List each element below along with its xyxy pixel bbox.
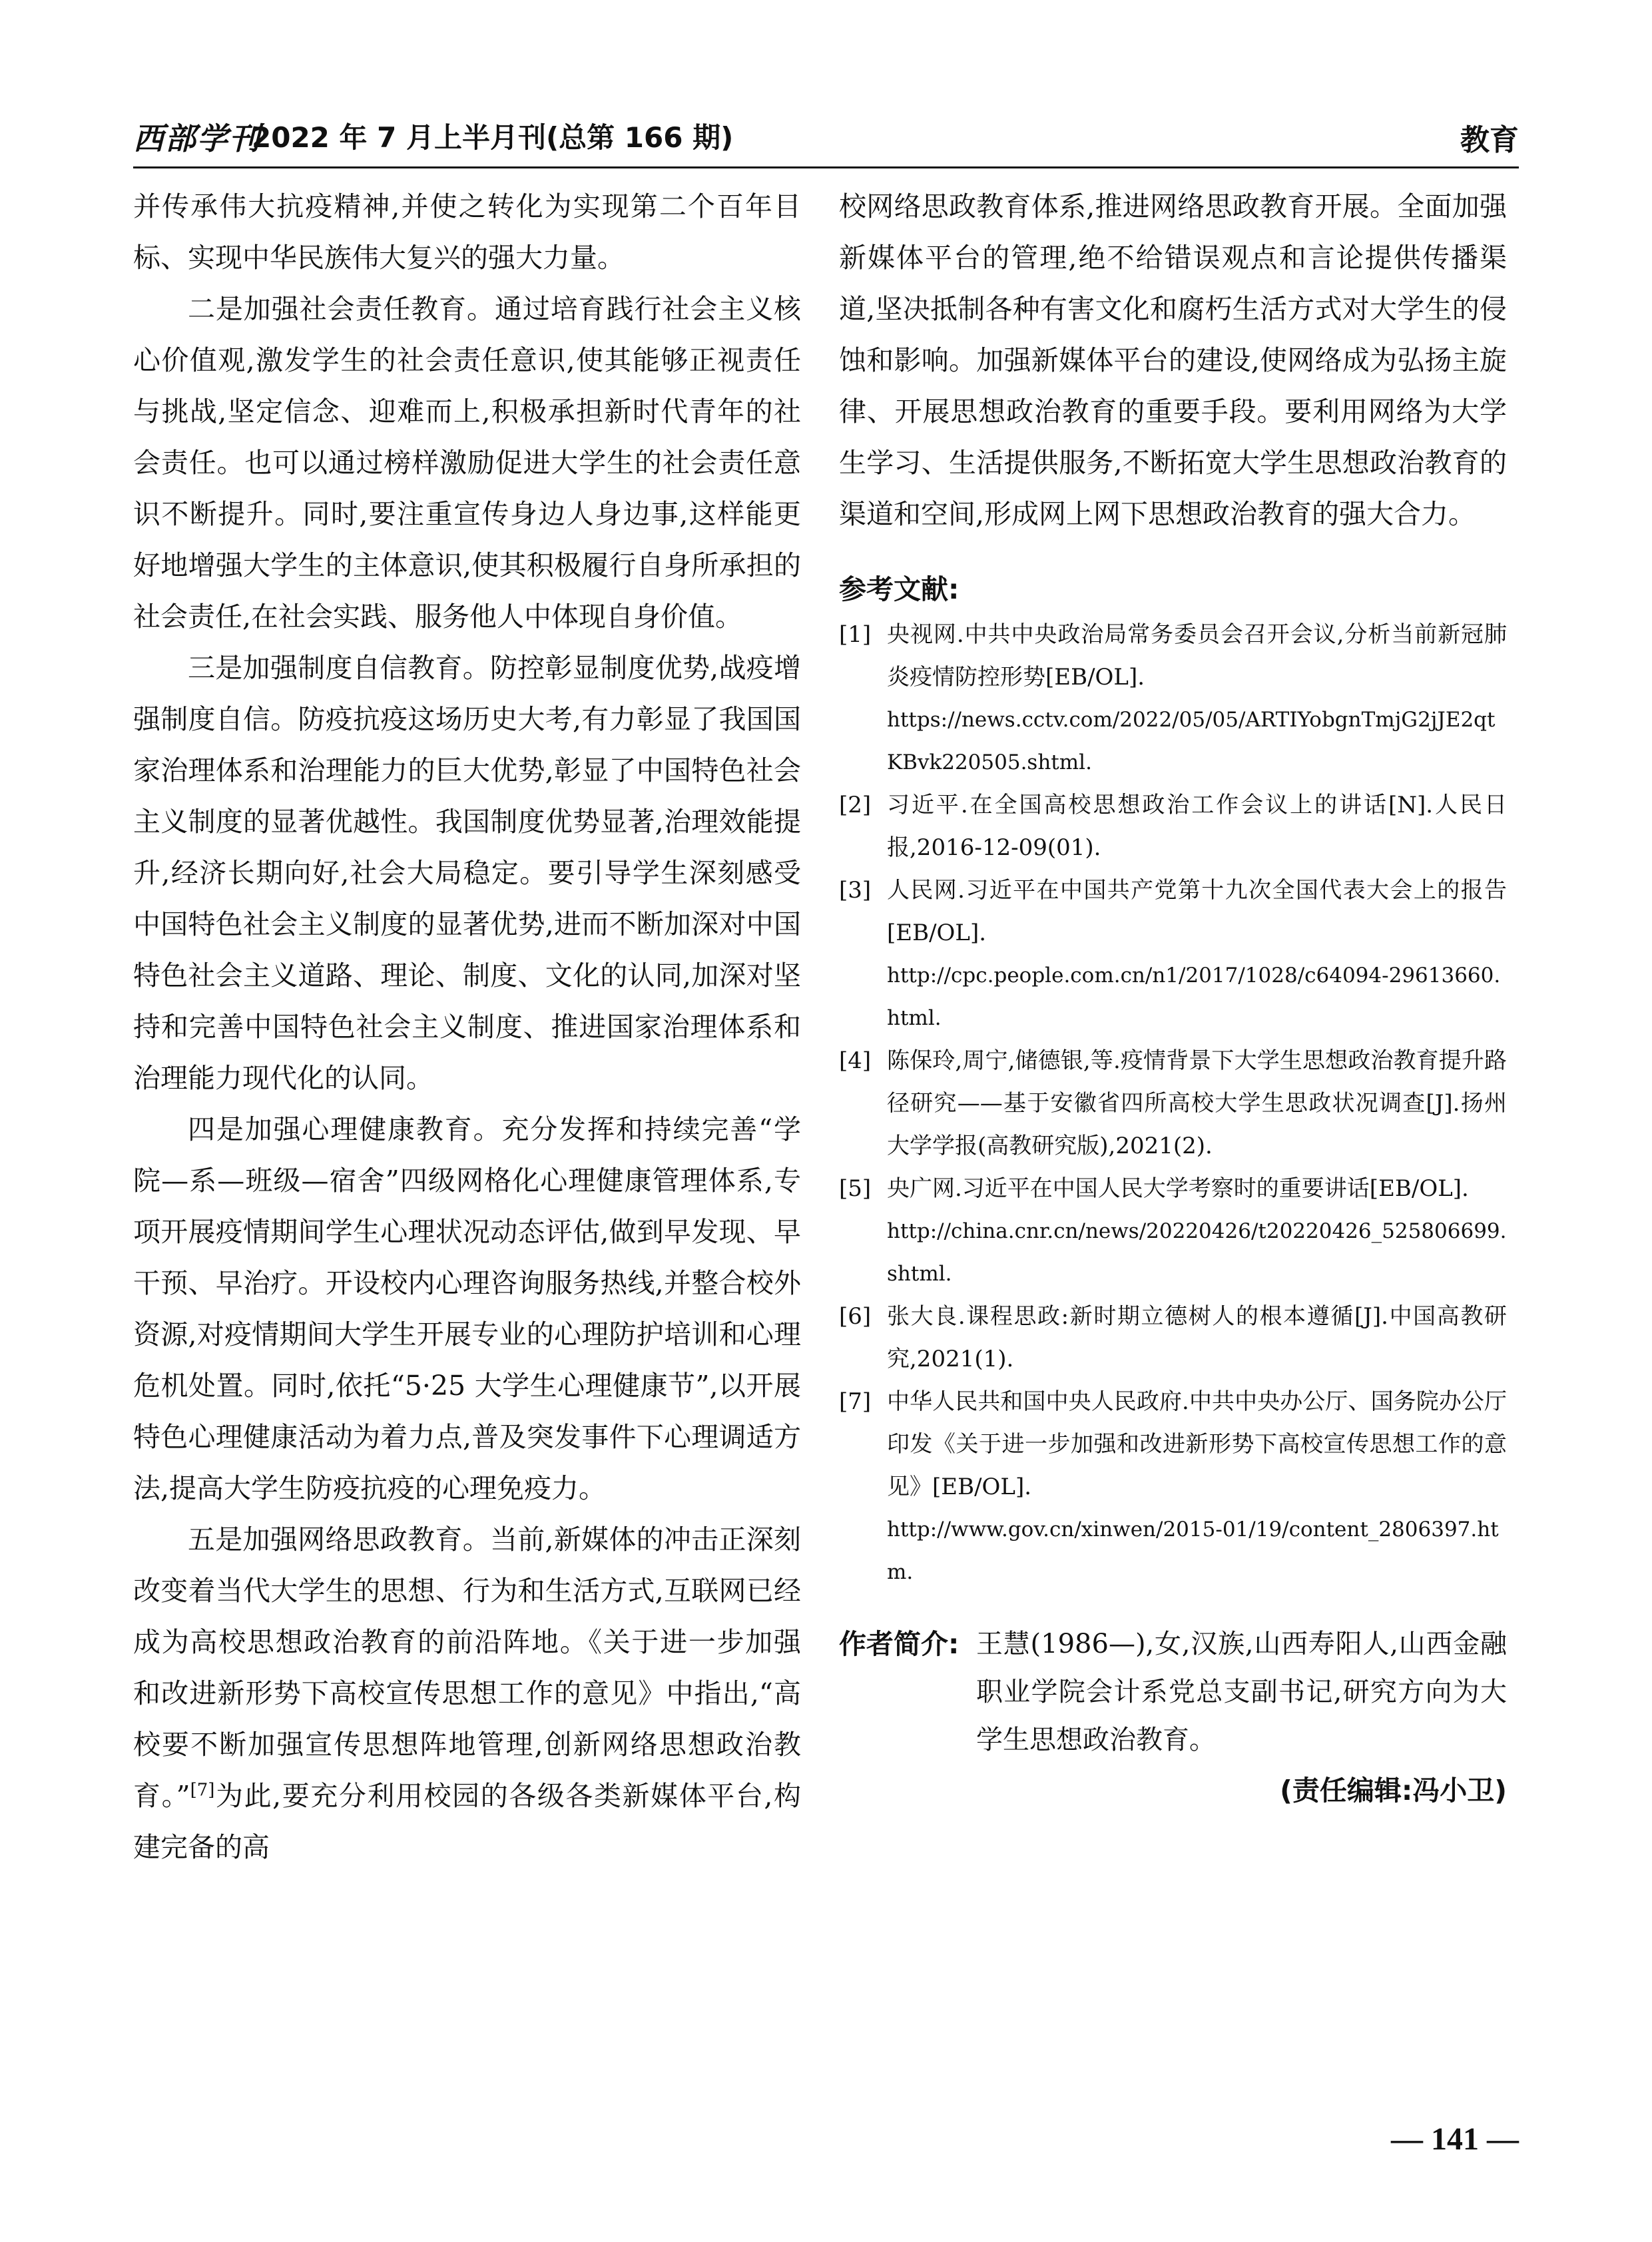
reference-url[interactable]: http://www.gov.cn/xinwen/2015-01/19/content_2806397.htm. bbox=[887, 1518, 1499, 1584]
reference-item bbox=[839, 784, 1507, 869]
reference-number: [3] bbox=[839, 877, 872, 904]
reference-item bbox=[839, 869, 1507, 1039]
reference-item bbox=[839, 1167, 1507, 1295]
paragraph bbox=[133, 1514, 801, 1873]
paragraph: 校网络思政教育体系,推进网络思政教育开展。全面加强新媒体平台的管理,绝不给错误观点和言论提供传播渠道,坚决抵制各种有害文化和腐朽生活方式对大学生的侵蚀和影响。加强新媒体平台的建设,使网络成为弘扬主旋律、开展思想政治教育的重要手段。要利用网络为大学生学习、生活提供服务,不断拓宽大学生思想政治教育的渠道和空间,形成网上网下思想政治教育的强大合力。 bbox=[839, 190, 1507, 530]
issue-info: 2022 年 7 月上半月刊(总第 166 期) bbox=[252, 121, 734, 154]
header-rule bbox=[133, 166, 1519, 168]
reference-text: 陈保玲,周宁,储德银,等.疫情背景下大学生思想政治教育提升路径研究——基于安徽省四所高校大学生思政状况调查[J].扬州大学学报(高教研究版),2021(2). bbox=[887, 1047, 1507, 1159]
references-title: 参考文献: bbox=[839, 573, 960, 605]
author-text: 王慧(1986—),女,汉族,山西寿阳人,山西金融职业学院会计系党总支副书记,研究方向为大学生思想政治教育。 bbox=[976, 1629, 1507, 1755]
reference-text: 央视网.中共中央政治局常务委员会召开会议,分析当前新冠肺炎疫情防控形势[EB/OL]. bbox=[887, 621, 1507, 691]
citation-mark: [7] bbox=[190, 1780, 215, 1801]
reference-url[interactable]: http://cpc.people.com.cn/n1/2017/1028/c64094-29613660.html. bbox=[887, 964, 1501, 1030]
references-list bbox=[839, 613, 1507, 1593]
reference-number: [7] bbox=[839, 1388, 872, 1415]
reference-number: [5] bbox=[839, 1175, 872, 1202]
reference-url[interactable]: https://news.cctv.com/2022/05/05/ARTIYobgnTmjG2jJE2qtKBvk220505.shtml. bbox=[887, 708, 1496, 774]
reference-number: [2] bbox=[839, 792, 872, 818]
reference-text: 张大良.课程思政:新时期立德树人的根本遵循[J].中国高教研究,2021(1). bbox=[887, 1303, 1507, 1372]
reference-text: 中华人民共和国中央人民政府.中共中央办公厅、国务院办公厅印发《关于进一步加强和改进新形势下高校宣传思想工作的意见》[EB/OL]. bbox=[887, 1388, 1507, 1500]
running-header bbox=[133, 113, 1519, 163]
paragraph: 四是加强心理健康教育。充分发挥和持续完善“学院—系—班级—宿舍”四级网格化心理健康管理体系,专项开展疫情期间学生心理状况动态评估,做到早发现、早干预、早治疗。开设校内心理咨询服务热线,并整合校外资源,对疫情期间大学生开展专业的心理防护培训和心理危机处置。同时,依托“5·25 大学生心理健康节”,以开展特色心理健康活动为着力点,普及突发事件下心理调适方法,提高大学生防疫抗疫的心理免疫力。 bbox=[133, 1113, 801, 1504]
paragraph-text: 为此,要充分利用校园的各级各类新媒体平台,构建完备的高 bbox=[133, 1780, 801, 1863]
journal-logo: 西部学刊 bbox=[133, 121, 261, 156]
paragraph: 并传承伟大抗疫精神,并使之转化为实现第二个百年目标、实现中华民族伟大复兴的强大力量。 bbox=[133, 190, 801, 274]
reference-item bbox=[839, 1380, 1507, 1593]
page-number: — 141 — bbox=[1391, 2121, 1519, 2157]
author-bio bbox=[839, 1620, 1507, 1764]
section-label: 教育 bbox=[1460, 123, 1519, 157]
reference-number: [4] bbox=[839, 1047, 872, 1074]
reference-url[interactable]: http://china.cnr.cn/news/20220426/t20220426_525806699.shtml. bbox=[887, 1219, 1507, 1286]
reference-number: [6] bbox=[839, 1303, 872, 1330]
paragraph-text: 五是加强网络思政教育。当前,新媒体的冲击正深刻改变着当代大学生的思想、行为和生活方式,互联网已经成为高校思想政治教育的前沿阵地。《关于进一步加强和改进新形势下高校宣传思想工作的意见》中指出,“高校要不断加强宣传思想阵地管理,创新网络思想政治教育。” bbox=[133, 1524, 801, 1812]
reference-item bbox=[839, 613, 1507, 784]
reference-text: 人民网.习近平在中国共产党第十九次全国代表大会上的报告[EB/OL]. bbox=[887, 877, 1507, 946]
reference-text: 习近平.在全国高校思想政治工作会议上的讲话[N].人民日报,2016-12-09(01). bbox=[887, 792, 1507, 861]
paragraph: 三是加强制度自信教育。防控彰显制度优势,战疫增强制度自信。防疫抗疫这场历史大考,有力彰显了我国国家治理体系和治理能力的巨大优势,彰显了中国特色社会主义制度的显著优越性。我国制度优势显著,治理效能提升,经济长期向好,社会大局稳定。要引导学生深刻感受中国特色社会主义制度的显著优势,进而不断加深对中国特色社会主义道路、理论、制度、文化的认同,加深对坚持和完善中国特色社会主义制度、推进国家治理体系和治理能力现代化的认同。 bbox=[133, 652, 801, 1094]
responsible-editor: (责任编辑:冯小卫) bbox=[1280, 1775, 1507, 1807]
right-column bbox=[839, 181, 1507, 1815]
author-label: 作者简介: bbox=[839, 1628, 960, 1660]
left-column bbox=[133, 181, 801, 1873]
reference-item bbox=[839, 1295, 1507, 1380]
reference-number: [1] bbox=[839, 621, 872, 648]
reference-item bbox=[839, 1039, 1507, 1167]
reference-text: 央广网.习近平在中国人民大学考察时的重要讲话[EB/OL]. bbox=[887, 1175, 1469, 1202]
paragraph: 二是加强社会责任教育。通过培育践行社会主义核心价值观,激发学生的社会责任意识,使其能够正视责任与挑战,坚定信念、迎难而上,积极承担新时代青年的社会责任。也可以通过榜样激励促进大学生的社会责任意识不断提升。同时,要注重宣传身边人身边事,这样能更好地增强大学生的主体意识,使其积极履行自身所承担的社会责任,在社会实践、服务他人中体现自身价值。 bbox=[133, 293, 801, 633]
